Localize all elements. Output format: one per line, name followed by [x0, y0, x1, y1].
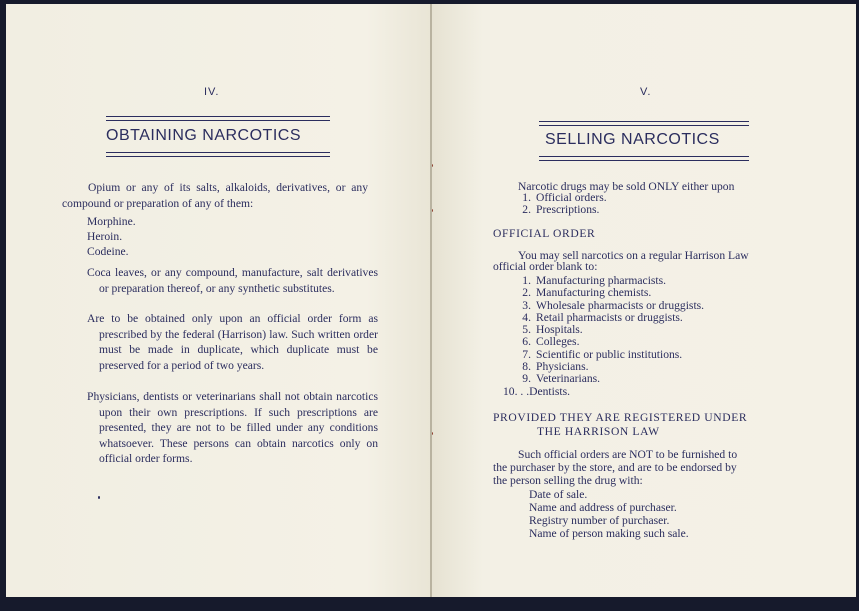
list-item: 1. Official orders. — [522, 191, 607, 204]
list-item: 5. Hospitals. — [522, 323, 583, 337]
section-heading-official-order: OFFICIAL ORDER — [493, 227, 596, 240]
list-item: 1. Manufacturing pharmacists. — [522, 274, 667, 287]
drug-item: Heroin. — [87, 230, 123, 243]
drug-item: Morphine. — [87, 215, 136, 228]
order-list — [503, 274, 705, 398]
page-title: SELLING NARCOTICS — [545, 131, 720, 148]
list-item: 10. . .Dentists. — [503, 384, 570, 398]
page-number: V. — [640, 86, 652, 98]
title-rule-bottom — [539, 156, 749, 157]
list-item: 9. Veterinarians. — [522, 372, 601, 386]
binding-stitch — [432, 432, 433, 435]
title-rule-bottom-inner — [539, 160, 749, 161]
binding-stitch — [432, 164, 433, 167]
paragraph-order-form: Are to be obtained only upon an official order form as prescribed by the federal (Harrison) law. Such written order must be made in duplicate, which duplicate must be preserved for a period of two years. — [87, 312, 378, 372]
section-heading-provided-cont: THE HARRISON LAW — [537, 425, 660, 438]
endorse-item: Name and address of purchaser. — [529, 501, 677, 514]
title-rule-top — [106, 116, 330, 117]
endorse-line: Such official orders are NOT to be furnished to — [518, 448, 738, 461]
right-page — [432, 4, 856, 597]
title-rule-top-inner — [539, 125, 749, 126]
page-title: OBTAINING NARCOTICS — [106, 127, 301, 144]
intro-line: Narcotic drugs may be sold ONLY either upon — [518, 180, 735, 193]
endorse-item: Name of person making such sale. — [529, 527, 689, 540]
endorse-line: the purchaser by the store, and are to be endorsed by — [493, 461, 737, 474]
section-heading-provided: PROVIDED THEY ARE REGISTERED UNDER — [493, 411, 748, 424]
official-order-intro: You may sell narcotics on a regular Harrison Law — [518, 249, 749, 262]
list-item: 2. Manufacturing chemists. — [522, 286, 652, 300]
endorse-item: Registry number of purchaser. — [529, 514, 670, 527]
ink-mark — [98, 496, 100, 499]
list-item: 3. Wholesale pharmacists or druggists. — [522, 298, 705, 312]
left-page — [6, 4, 430, 597]
paragraph-coca: Coca leaves, or any compound, manufacture, salt derivatives or preparation thereof, or any synthetic substitutes. — [87, 266, 378, 295]
binding-stitch — [432, 209, 433, 212]
list-item: 6. Colleges. — [522, 335, 580, 349]
page-number: IV. — [204, 86, 220, 98]
list-item: 8. Physicians. — [522, 360, 589, 374]
sale-basis-list — [509, 192, 607, 217]
list-item: 2. Prescriptions. — [522, 203, 600, 217]
title-rule-top-inner — [106, 120, 330, 121]
list-item: 7. Scientific or public institutions. — [522, 347, 683, 361]
endorse-line: the person selling the drug with: — [493, 474, 643, 487]
official-order-intro-cont: official order blank to: — [493, 260, 598, 273]
title-rule-bottom — [106, 152, 330, 153]
endorse-item: Date of sale. — [529, 488, 588, 501]
drug-item: Codeine. — [87, 245, 129, 258]
list-item: 4. Retail pharmacists or druggists. — [522, 310, 683, 324]
title-rule-top — [539, 121, 749, 122]
intro-paragraph: Opium or any of its salts, alkaloids, derivatives, or any compound or preparation of any of them: — [62, 181, 368, 210]
title-rule-bottom-inner — [106, 156, 330, 157]
paragraph-physicians: Physicians, dentists or veterinarians shall not obtain narcotics upon their own prescriptions. If such prescriptions are presented, they are not to be filled under any conditions whatsoever. These persons can obtain narcotics only on official order forms. — [87, 390, 378, 465]
